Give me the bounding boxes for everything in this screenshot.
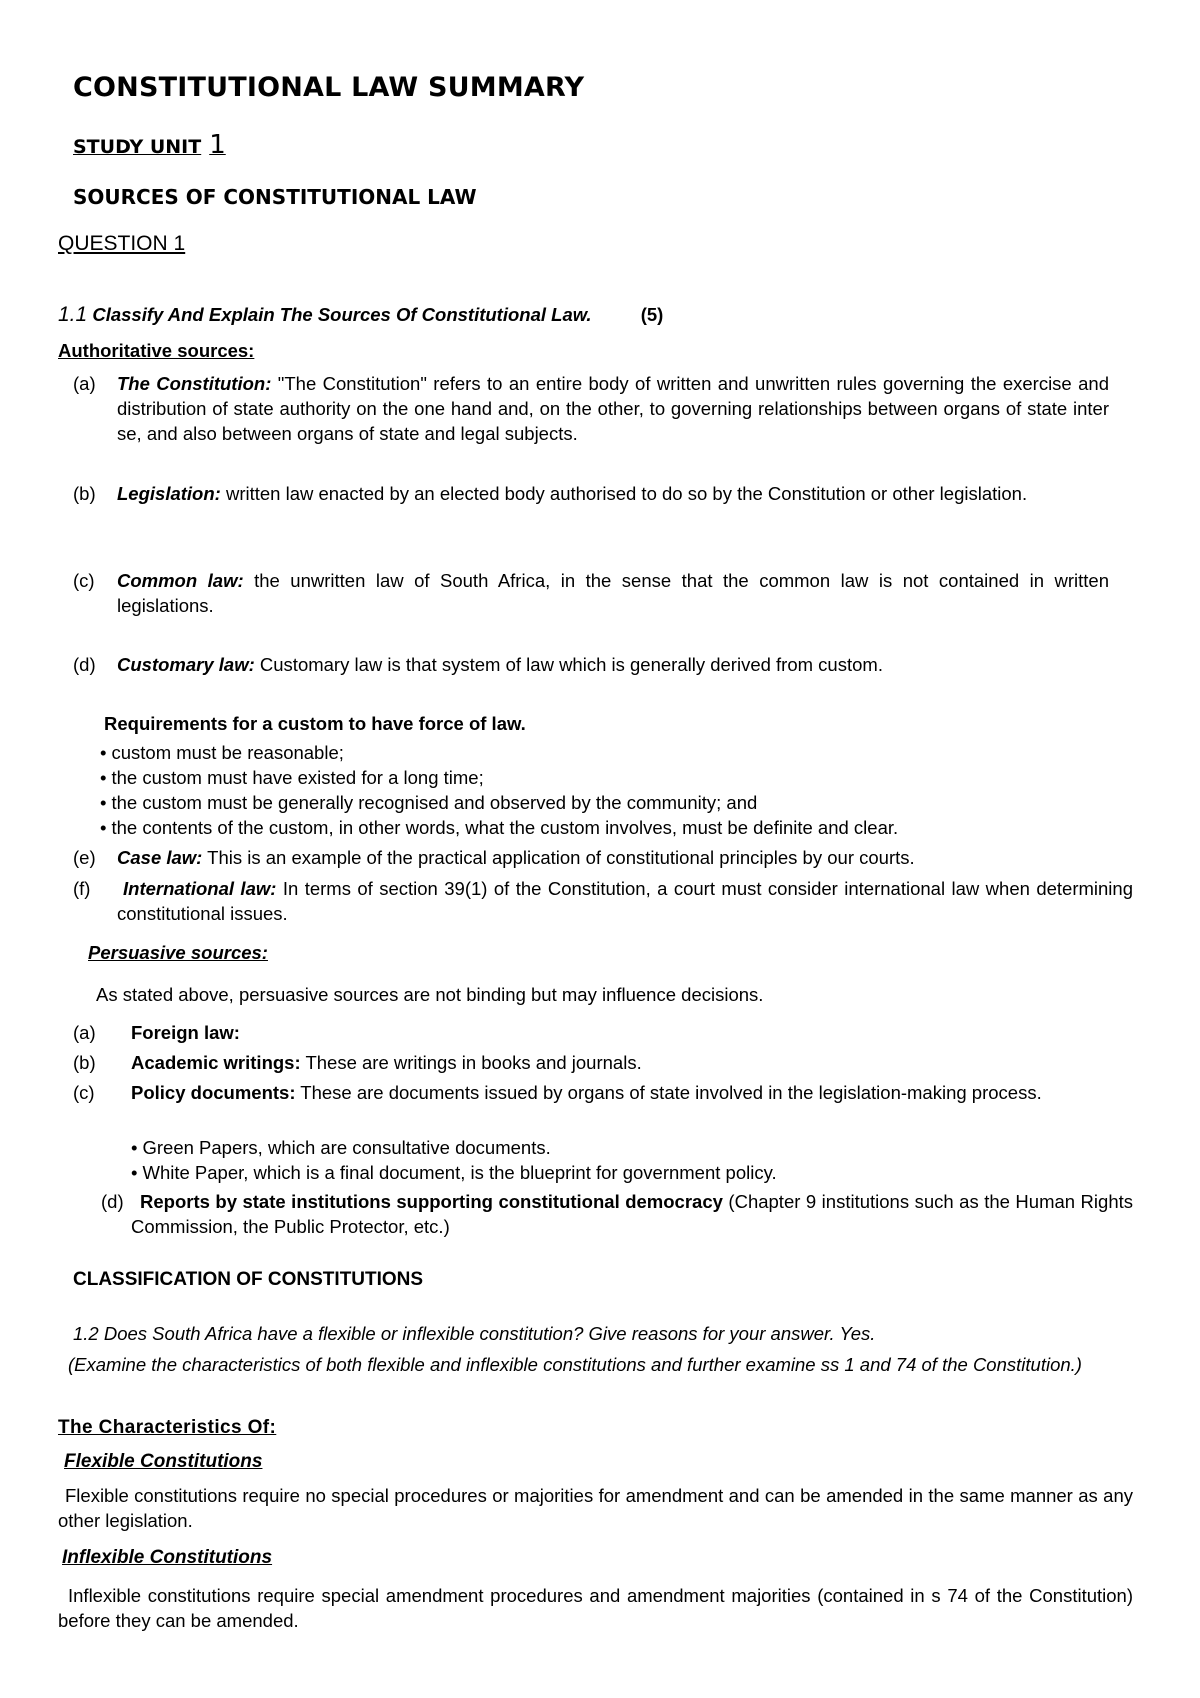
item-text: In terms of section 39(1) of the Constitution, a court must consider international law when determining constitutional issues.	[117, 878, 1133, 924]
item-label: (a)	[73, 373, 96, 394]
list-item	[117, 652, 1109, 677]
classification-heading: CLASSIFICATION OF CONSTITUTIONS	[73, 1269, 424, 1290]
question-1-2-note: (Examine the characteristics of both flexible and inflexible constitutions and further examine ss 1 and 74 of the Constitution.)	[68, 1354, 1082, 1375]
item-term: Customary law:	[117, 654, 255, 675]
item-text: These are documents issued by organs of state involved in the legislation-making process.	[295, 1082, 1042, 1103]
list-item	[131, 1020, 240, 1045]
item-text: (Chapter 9 institutions such as the Human Rights Commission, the Public Protector, etc.)	[131, 1191, 1133, 1237]
question-number: 1.1	[58, 303, 88, 326]
item-text: the unwritten law of South Africa, in the sense that the common law is not contained in written legislations.	[117, 570, 1109, 616]
authoritative-sources-heading: Authoritative sources:	[58, 340, 255, 361]
item-label: (b)	[73, 1052, 96, 1073]
item-label: (e)	[73, 847, 96, 868]
question-marks: (5)	[640, 304, 664, 325]
study-unit-number: 1	[209, 130, 226, 160]
persuasive-sources-heading: Persuasive sources:	[88, 942, 268, 963]
requirement-bullet: • the contents of the custom, in other words, what the custom involves, must be definite and clear.	[100, 815, 898, 840]
characteristics-heading: The Characteristics Of:	[58, 1417, 277, 1438]
item-text: "The Constitution" refers to an entire body of written and unwritten rules governing the exercise and distribution of state authority on the one hand and, on the other, to governing relationships between organs of state inter se, and also between organs of state and legal subjects.	[117, 373, 1109, 444]
requirement-bullet: • custom must be reasonable;	[100, 740, 344, 765]
item-text: These are writings in books and journals.	[300, 1052, 642, 1073]
list-item	[117, 481, 1109, 506]
item-label: (d)	[73, 654, 96, 675]
question-heading: QUESTION 1	[58, 232, 186, 255]
item-label: (c)	[73, 570, 95, 591]
item-term: Legislation:	[117, 483, 221, 504]
list-item	[117, 845, 915, 870]
item-text: written law enacted by an elected body authorised to do so by the Constitution or other legislation.	[220, 483, 1028, 504]
item-label: (d)	[101, 1191, 124, 1212]
persuasive-intro: As stated above, persuasive sources are not binding but may influence decisions.	[96, 984, 764, 1005]
list-item	[117, 876, 1133, 926]
section-heading: SOURCES OF CONSTITUTIONAL LAW	[73, 185, 477, 209]
list-item	[131, 1080, 1133, 1105]
item-label: (f)	[73, 878, 91, 899]
item-term: Reports by state institutions supporting constitutional democracy	[140, 1191, 723, 1212]
list-item	[117, 371, 1109, 446]
item-text: This is an example of the practical application of constitutional principles by our courts.	[202, 847, 915, 868]
item-label: (a)	[73, 1022, 96, 1043]
item-term: International law:	[123, 878, 277, 899]
requirement-bullet: • the custom must have existed for a long time;	[100, 765, 484, 790]
flexible-heading: Flexible Constitutions	[64, 1451, 263, 1472]
item-label: (c)	[73, 1082, 95, 1103]
item-term: Case law:	[117, 847, 203, 868]
document-title: CONSTITUTIONAL LAW SUMMARY	[73, 72, 585, 103]
requirement-bullet: • the custom must be generally recognised and observed by the community; and	[100, 790, 757, 815]
item-term: Common law:	[117, 570, 244, 591]
policy-bullet: • White Paper, which is a final document, is the blueprint for government policy.	[131, 1160, 777, 1185]
list-item	[117, 568, 1109, 618]
question-1-1	[58, 302, 663, 327]
item-term: The Constitution:	[117, 373, 272, 394]
study-unit-label: STUDY UNIT	[73, 136, 202, 158]
item-term: Policy documents:	[131, 1082, 296, 1103]
study-unit-heading	[73, 130, 226, 160]
inflexible-heading: Inflexible Constitutions	[62, 1547, 273, 1568]
question-1-2: 1.2 Does South Africa have a flexible or inflexible constitution? Give reasons for your answer. Yes.	[73, 1323, 876, 1344]
question-text: Classify And Explain The Sources Of Constitutional Law.	[92, 304, 592, 325]
item-text: Customary law is that system of law which is generally derived from custom.	[254, 654, 883, 675]
item-label: (b)	[73, 483, 96, 504]
policy-bullet: • Green Papers, which are consultative documents.	[131, 1135, 551, 1160]
flexible-text: Flexible constitutions require no special procedures or majorities for amendment and can be amended in the same manner as any other legislation.	[58, 1485, 1133, 1531]
list-item	[131, 1189, 1133, 1239]
list-item	[131, 1050, 642, 1075]
requirements-heading: Requirements for a custom to have force of law.	[104, 713, 526, 734]
item-term: Foreign law:	[131, 1022, 240, 1043]
inflexible-text: Inflexible constitutions require special amendment procedures and amendment majorities (contained in s 74 of the Constitution) before they can be amended.	[58, 1585, 1133, 1631]
item-term: Academic writings:	[131, 1052, 301, 1073]
